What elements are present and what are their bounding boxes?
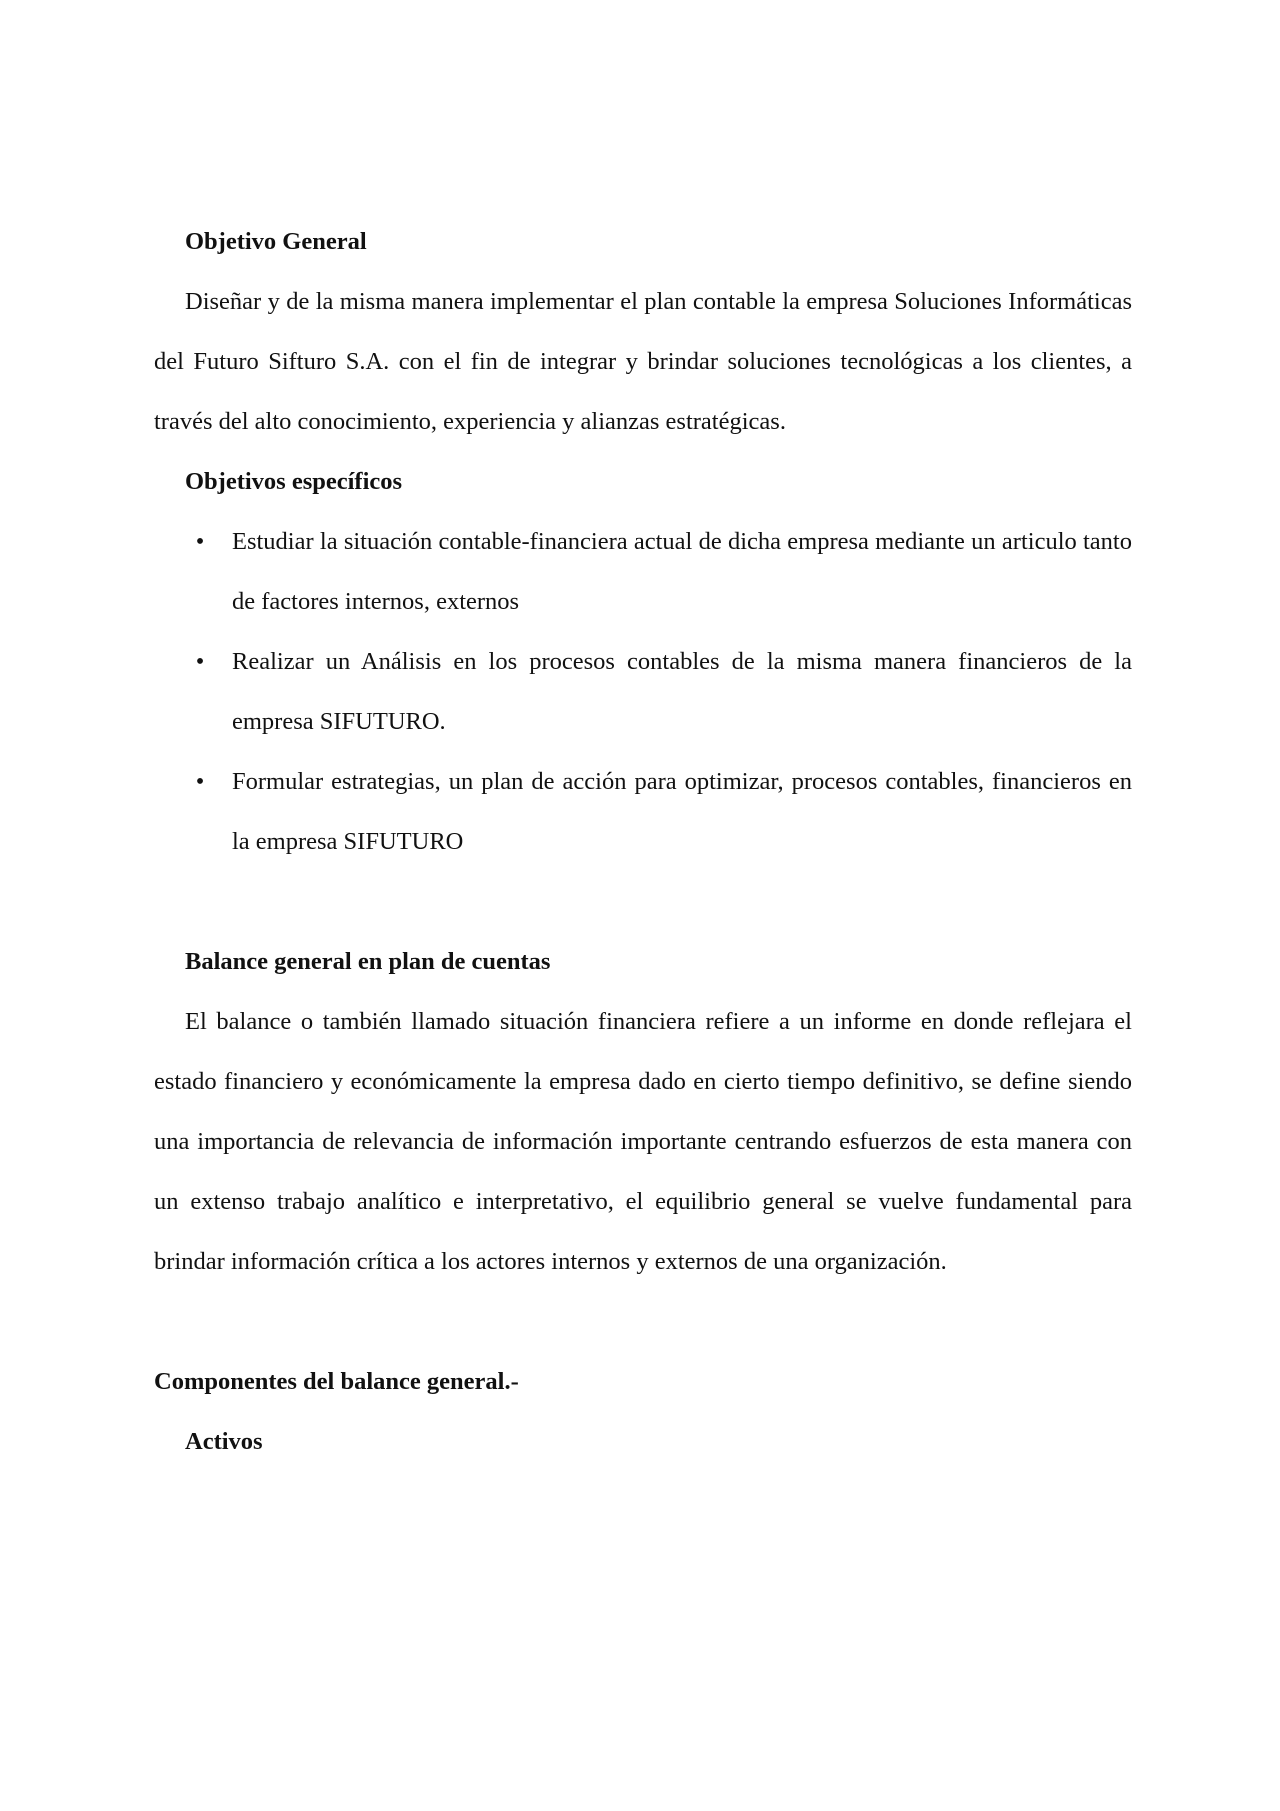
blank-line xyxy=(154,872,1132,932)
list-item-text: Realizar un Análisis en los procesos contables de la misma manera financieros de la empresa SIFUTURO. xyxy=(232,648,1132,735)
activos-subheading: Activos xyxy=(185,1428,263,1455)
balance-general-heading: Balance general en plan de cuentas xyxy=(185,948,551,975)
bullet-icon: • xyxy=(195,648,205,675)
list-item xyxy=(154,512,1132,632)
blank-line xyxy=(154,1292,1132,1352)
list-item xyxy=(154,752,1132,872)
objetivo-general-paragraph: Diseñar y de la misma manera implementar el plan contable la empresa Soluciones Informáticas del Futuro Sifturo S.A. con el fin de integrar y brindar soluciones tecnológicas a los clientes, a través del alto conocimiento, experiencia y alianzas estratégicas. xyxy=(154,288,1132,435)
objetivo-general-heading: Objetivo General xyxy=(185,228,367,255)
list-item xyxy=(154,632,1132,752)
objetivos-especificos-heading: Objetivos específicos xyxy=(185,468,403,495)
balance-general-paragraph: El balance o también llamado situación financiera refiere a un informe en donde reflejara el estado financiero y económicamente la empresa dado en cierto tiempo definitivo, se define siendo una importancia de relevancia de información importante centrando esfuerzos de esta manera con un extenso trabajo analítico e interpretativo, el equilibrio general se vuelve fundamental para brindar información crítica a los actores internos y externos de una organización. xyxy=(154,1008,1132,1275)
document-body xyxy=(154,212,1132,1472)
objetivos-especificos-list xyxy=(154,512,1132,872)
componentes-heading: Componentes del balance general.- xyxy=(154,1368,519,1395)
bullet-icon: • xyxy=(195,528,205,555)
list-item-text: Estudiar la situación contable-financiera actual de dicha empresa mediante un articulo tanto de factores internos, externos xyxy=(232,528,1132,615)
bullet-icon: • xyxy=(195,768,205,795)
list-item-text: Formular estrategias, un plan de acción para optimizar, procesos contables, financieros en la empresa SIFUTURO xyxy=(232,768,1132,855)
